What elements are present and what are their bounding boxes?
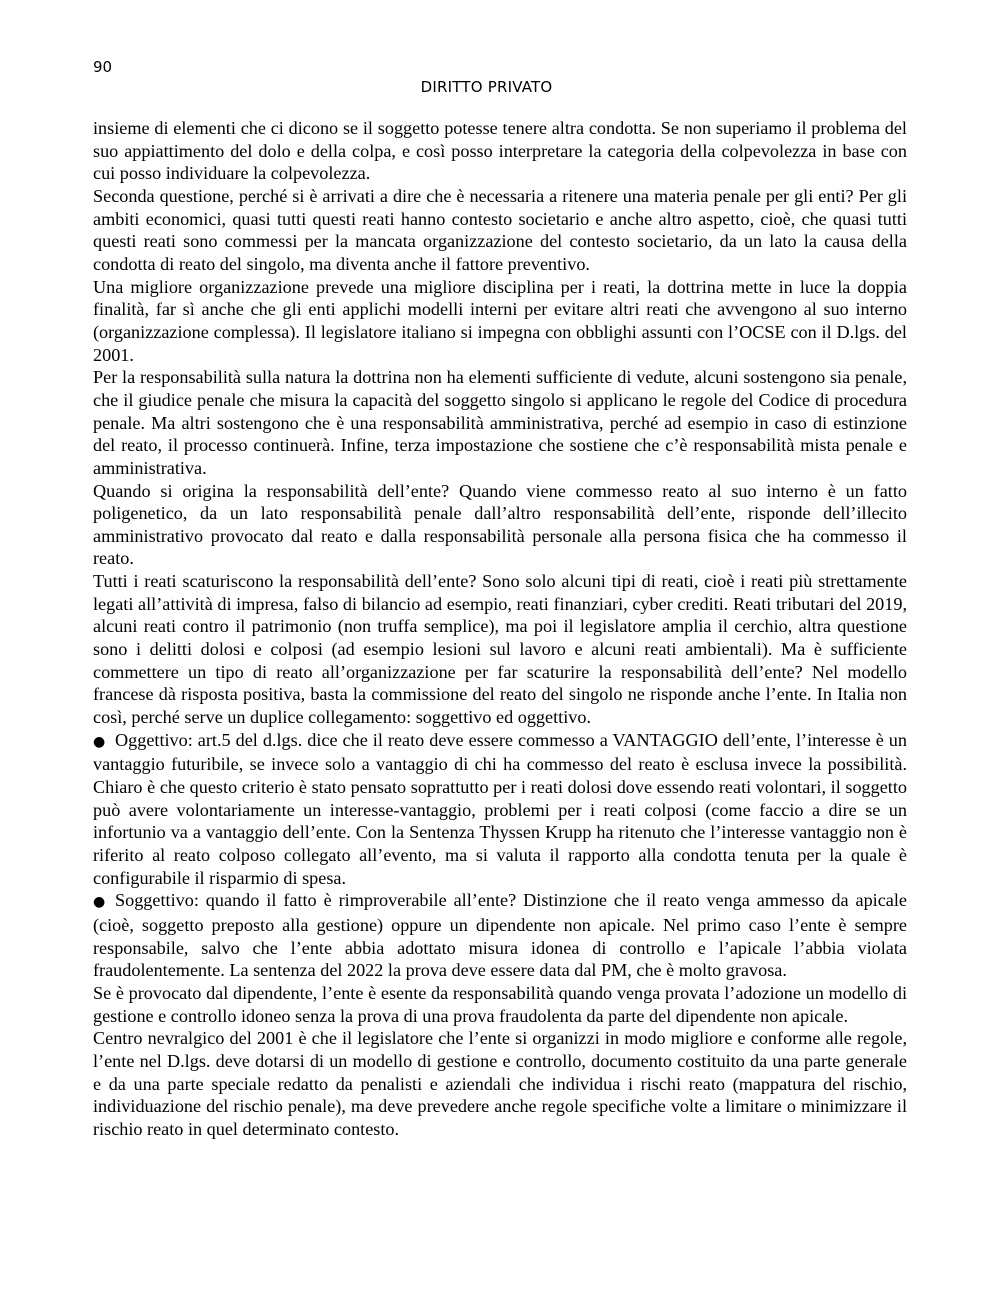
running-header-title: DIRITTO PRIVATO	[420, 78, 553, 96]
bullet-text: Soggettivo: quando il fatto è rimproverabile all’ente? Distinzione che il reato venga ammesso da apicale (cioè, soggetto preposto alla gestione) oppure un dipendente non apicale. Nel primo caso l’ente è sempre responsabile, salvo che l’ente abbia adottato misura idonea di controllo e l’apicale l’abbia violata fraudolentemente. La sentenza del 2022 la prova deve essere data dal PM, che è molto gravosa.	[93, 890, 907, 981]
paragraph: Se è provocato dal dipendente, l’ente è esente da responsabilità quando venga provata l’adozione un modello di gestione e controllo idoneo senza la prova di una prova fraudolenta da parte del dipendente non apicale.	[93, 982, 907, 1026]
bullet-text: Oggettivo: art.5 del d.lgs. dice che il reato deve essere commesso a VANTAGGIO dell’ente, l’interesse è un vantaggio futuribile, se invece solo a vantaggio di chi ha commesso del reato è esclusa invece la possibilità. Chiaro è che questo criterio è stato pensato soprattutto per i reati dolosi dove essendo reati volontari, il soggetto può avere volontariamente un interesse-vantaggio, problemi per i reati colposi (come faccio a dire se un infortunio va a vantaggio dell’ente. Con la Sentenza Thyssen Krupp ha ritenuto che l’interesse vantaggio non è riferito al reato colposo collegato all’evento, ma si valuta il rapporto alla condotta tenuta per la quale è configurabile il risparmio di spesa.	[93, 729, 907, 888]
paragraph: Per la responsabilità sulla natura la dottrina non ha elementi sufficiente di vedute, alcuni sostengono sia penale, che il giudice penale che misura la capacità del soggetto singolo si applicano le regole del Codice di procedura penale. Ma altri sostengono che è una responsabilità amministrativa, perché ad esempio in caso di estinzione del reato, il processo continuerà. Infine, terza impostazione che sostiene che c’è responsabilità mista penale e amministrativa.	[93, 367, 907, 478]
bullet-icon: ●	[93, 894, 106, 911]
paragraph: Tutti i reati scaturiscono la responsabilità dell’ente? Sono solo alcuni tipi di reati, cioè i reati più strettamente legati all’attività di impresa, falso di bilancio ad esempio, reati finanziari, cyber crediti. Reati tributari del 2019, alcuni reati contro il patrimonio (non truffa semplice), ma poi il legislatore amplia il cerchio, altra questione sono i delitti dolosi e colposi (ad esempio lesioni sul lavoro e alcuni reati ambientali). Ma è sufficiente commettere un tipo di reato all’organizzazione per far scaturire la responsabilità dell’ente? Nel modello francese dà risposta positiva, basta la commissione del reato del singolo ne risponde anche l’ente. In Italia non così, perché serve un duplice collegamento: soggettivo ed oggettivo.	[93, 571, 907, 728]
paragraph: Quando si origina la responsabilità dell’ente? Quando viene commesso reato al suo interno è un fatto poligenetico, da un lato responsabilità penale dall’altro responsabilità dell’ente, risponde dell’illecito amministrativo provocato dal reato e dalla responsabilità personale alla persona fisica che ha commesso il reato.	[93, 480, 907, 569]
bullet-item-oggettivo	[93, 729, 907, 890]
bullet-item-soggettivo	[93, 889, 907, 982]
bullet-icon: ●	[93, 733, 106, 750]
paragraph: Una migliore organizzazione prevede una migliore disciplina per i reati, la dottrina mette in luce la doppia finalità, far sì anche che gli enti applichi modelli interni per evitare altri reati che avvengono al suo interno (organizzazione complessa). Il legislatore italiano si impegna con obblighi assunti con l’OCSE con il D.lgs. del 2001.	[93, 276, 907, 365]
paragraph: insieme di elementi che ci dicono se il soggetto potesse tenere altra condotta. Se non superiamo il problema del suo appiattimento del dolo e della colpa, e così posso interpretare la categoria della colpevolezza in base con cui posso individuare la colpevolezza.	[93, 118, 907, 184]
paragraph: Seconda questione, perché si è arrivati a dire che è necessaria a ritenere una materia penale per gli enti? Per gli ambiti economici, quasi tutti questi reati hanno contesto societario e anche altro aspetto, cioè, che quasi tutti questi reati sono commessi per la mancata organizzazione del contesto societario, da un lato la causa della condotta di reato del singolo, ma diventa anche il fattore preventivo.	[93, 185, 907, 274]
page-number: 90	[93, 58, 113, 76]
paragraph: Centro nevralgico del 2001 è che il legislatore che l’ente si organizzi in modo migliore e conforme alle regole, l’ente nel D.lgs. deve dotarsi di un modello di gestione e controllo, documento costituito da una parte generale e da una parte speciale redatto da penalisti e aziendali che individua i rischi reato (mappatura del rischio, individuazione del rischio penale), ma deve prevedere anche regole specifiche volte a limitare o minimizzare il rischio reato in quel determinato contesto.	[93, 1028, 907, 1139]
document-body	[93, 117, 907, 1141]
